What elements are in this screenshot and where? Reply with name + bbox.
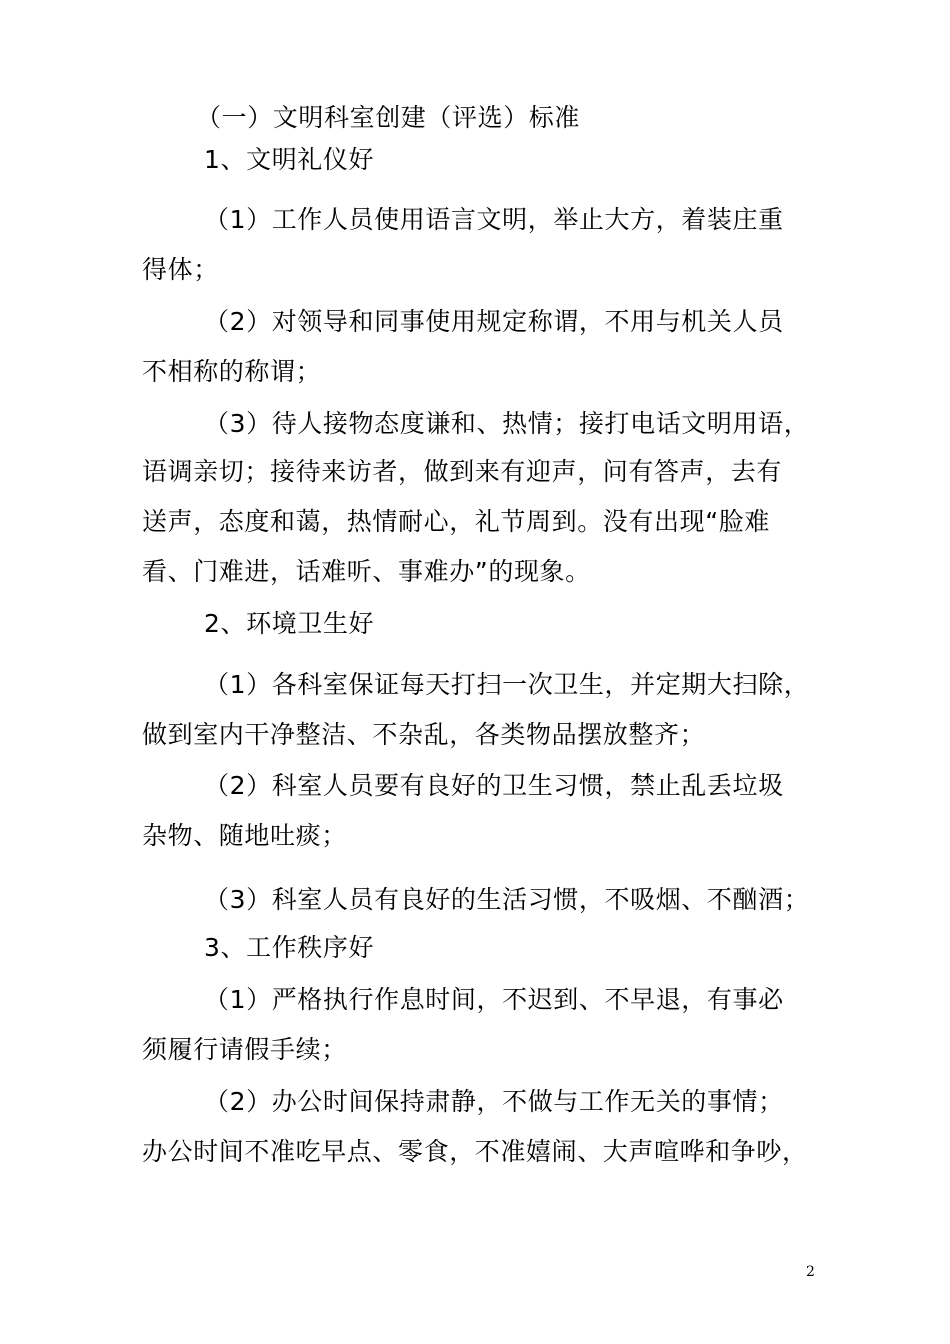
paragraph-line: （2）办公时间保持肃静，不做与工作无关的事情； — [204, 1087, 784, 1116]
paragraph-line: 得体； — [142, 255, 219, 284]
paragraph-line: 杂物、随地吐痰； — [142, 821, 347, 850]
paragraph-line: 办公时间不准吃早点、零食，不准嬉闹、大声喧哗和争吵， — [142, 1137, 808, 1166]
page-number: 2 — [806, 1264, 815, 1280]
paragraph-line: （2）对领导和同事使用规定称谓，不用与机关人员 — [204, 307, 784, 336]
paragraph-line: （3）科室人员有良好的生活习惯，不吸烟、不酗酒； — [204, 885, 810, 914]
paragraph-line: （1）工作人员使用语言文明，举止大方，着装庄重 — [204, 205, 784, 234]
subsection-heading-2: 2、环境卫生好 — [204, 609, 375, 638]
paragraph-line: 须履行请假手续； — [142, 1035, 347, 1064]
paragraph-line: （1）各科室保证每天打扫一次卫生，并定期大扫除， — [204, 670, 810, 699]
paragraph-line: 做到室内干净整洁、不杂乱，各类物品摆放整齐； — [142, 720, 706, 749]
paragraph-line: （2）科室人员要有良好的卫生习惯，禁止乱丢垃圾 — [204, 771, 784, 800]
paragraph-line: 送声，态度和蔼，热情耐心，礼节周到。没有出现“脸难 — [142, 507, 770, 536]
paragraph-line: 看、门难进，话难听、事难办”的现象。 — [142, 557, 591, 586]
paragraph-line: 不相称的称谓； — [142, 357, 322, 386]
paragraph-line: （1）严格执行作息时间，不迟到、不早退，有事必 — [204, 985, 784, 1014]
paragraph-line: （3）待人接物态度谦和、热情；接打电话文明用语， — [204, 409, 810, 438]
subsection-heading-1: 1、文明礼仪好 — [204, 145, 375, 174]
subsection-heading-3: 3、工作秩序好 — [204, 933, 375, 962]
section-heading: （一）文明科室创建（评选）标准 — [196, 103, 581, 132]
paragraph-line: 语调亲切；接待来访者，做到来有迎声，问有答声，去有 — [142, 457, 783, 486]
